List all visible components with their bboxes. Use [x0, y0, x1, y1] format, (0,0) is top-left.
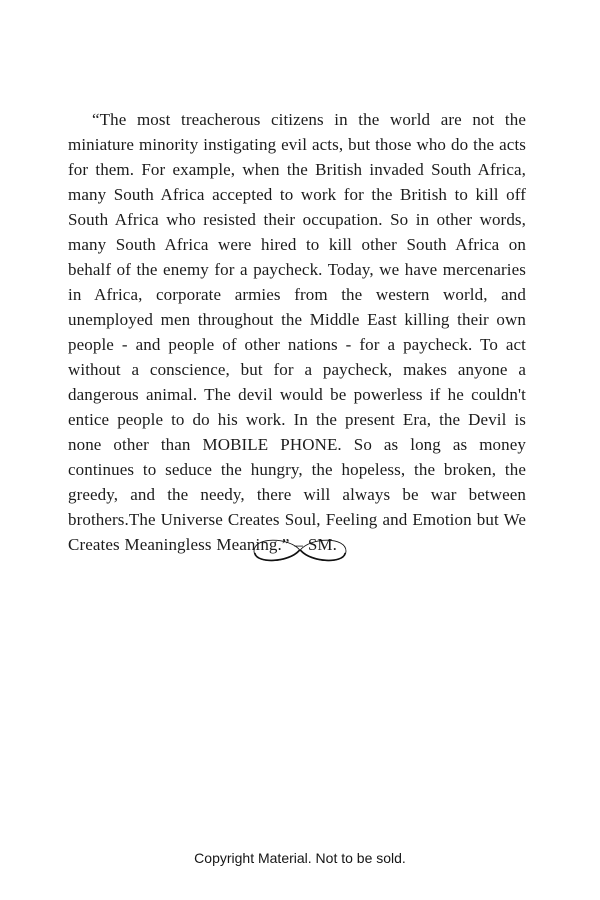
quote-paragraph: “The most treacherous citizens in the world are not the miniature minority instigating evil acts, but those who do the acts for them. For example, when the British invaded South Africa, many South Africa accepted to work for the British to kill off South Africa who resisted their occupation. So in other words, many South Africa were hired to kill other South Africa on behalf of the enemy for a paycheck. Today, we have mercenaries in Africa, corporate armies from the western world, and unemployed men throughout the Middle East killing their own people - and people of other nations - for a paycheck. To act without a conscience, but for a paycheck, makes anyone a dangerous animal. The devil would be powerless if he couldn't entice people to do his work. In the present Era, the Devil is none other than MOBILE PHONE. So as long as money continues to seduce the hungry, the hopeless, the broken, the greedy, and the needy, there will always be war between brothers.The Universe Creates Soul, Feeling and Emotion but We Creates Meaningless Meaning.” – SM.: [68, 110, 526, 554]
infinity-flourish-icon: [243, 531, 358, 571]
copyright-footer: Copyright Material. Not to be sold.: [194, 850, 406, 866]
